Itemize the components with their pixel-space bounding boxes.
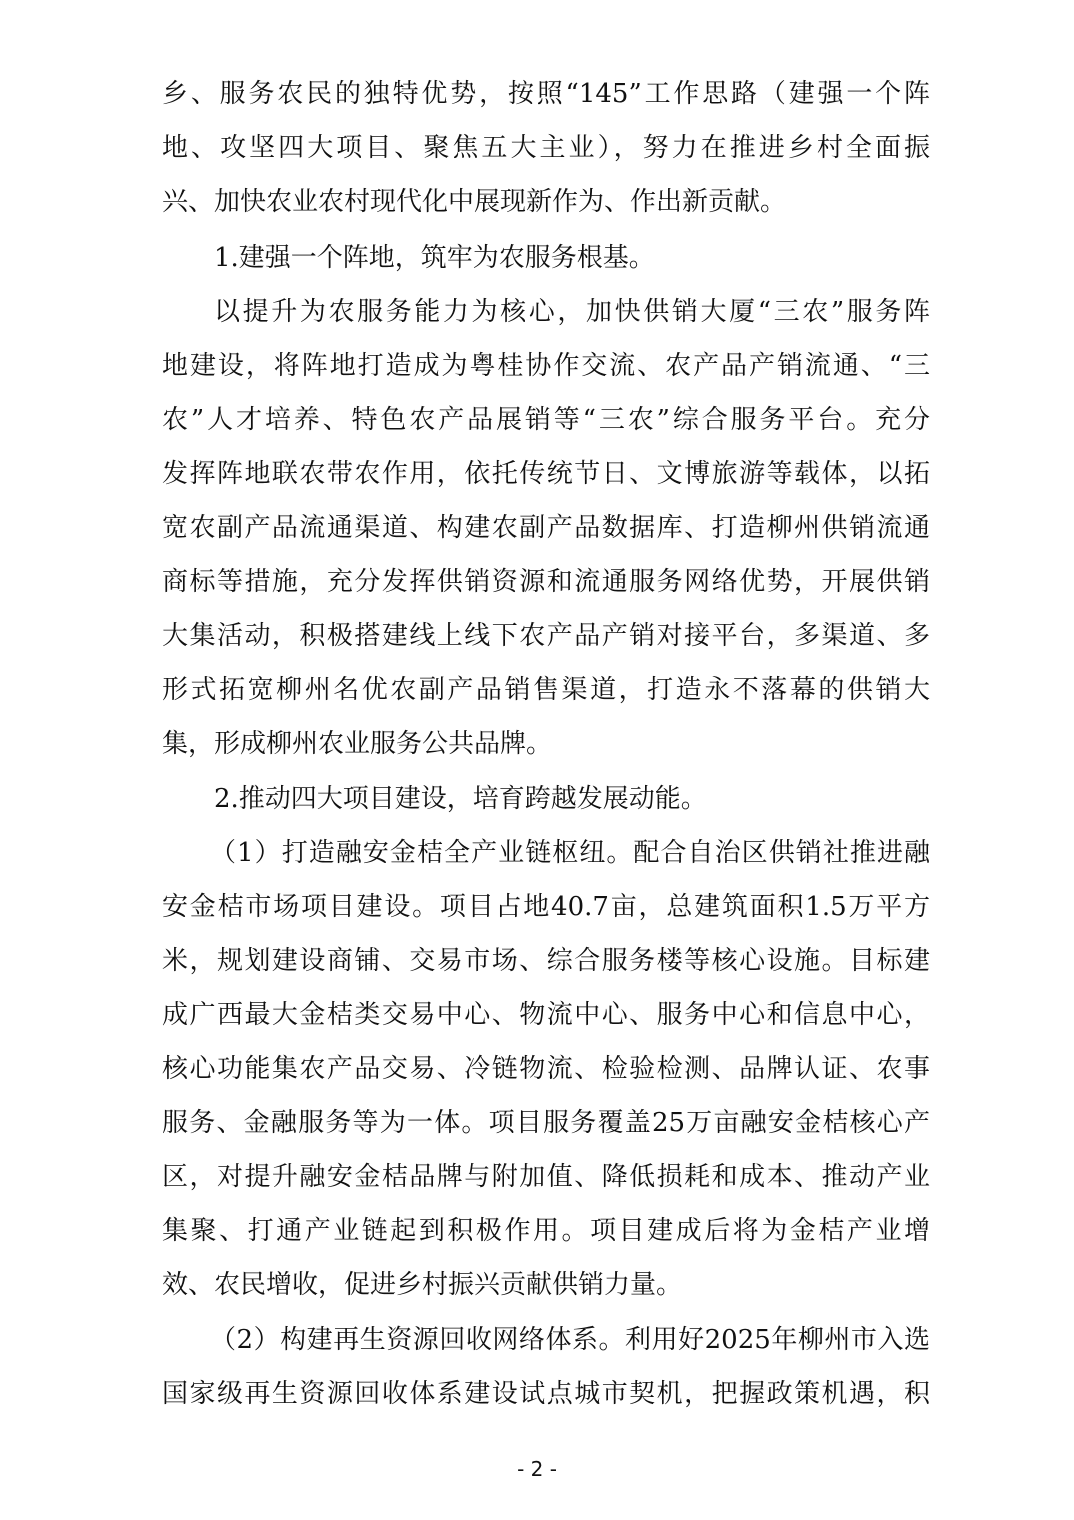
text-line-5: 以提升为农服务能力为核心，加快供销大厦“三农”服务阵 bbox=[214, 297, 930, 327]
text-line-19: 核心功能集农产品交易、冷链物流、检验检测、品牌认证、农事 bbox=[162, 1054, 930, 1084]
text-line-25: 国家级再生资源回收体系建设试点城市契机，把握政策机遇，积 bbox=[162, 1379, 930, 1409]
text-line-7: 农”人才培养、特色农产品展销等“三农”综合服务平台。充分 bbox=[162, 405, 930, 435]
text-line-20: 服务、金融服务等为一体。项目服务覆盖25万亩融安金桔核心产 bbox=[162, 1108, 930, 1138]
section-heading-2: 2.推动四大项目建设，培育跨越发展动能。 bbox=[214, 784, 707, 814]
text-line-10: 商标等措施，充分发挥供销资源和流通服务网络优势，开展供销 bbox=[162, 567, 930, 597]
text-line-2: 地、攻坚四大项目、聚焦五大主业），努力在推进乡村全面振 bbox=[162, 133, 930, 163]
text-line-9: 宽农副产品流通渠道、构建农副产品数据库、打造柳州供销流通 bbox=[162, 513, 930, 543]
section-heading-1: 1.建强一个阵地，筑牢为农服务根基。 bbox=[214, 243, 655, 273]
text-line-17: 米，规划建设商铺、交易市场、综合服务楼等核心设施。目标建 bbox=[162, 946, 930, 976]
text-line-15: （1）打造融安金桔全产业链枢纽。配合自治区供销社推进融 bbox=[210, 838, 930, 868]
text-line-3: 兴、加快农业农村现代化中展现新作为、作出新贡献。 bbox=[162, 187, 787, 217]
text-line-1: 乡、服务农民的独特优势，按照“145”工作思路（建强一个阵 bbox=[162, 79, 930, 109]
text-line-21: 区，对提升融安金桔品牌与附加值、降低损耗和成本、推动产业 bbox=[162, 1162, 930, 1192]
text-line-6: 地建设，将阵地打造成为粤桂协作交流、农产品产销流通、“三 bbox=[162, 351, 930, 381]
text-line-12: 形式拓宽柳州名优农副产品销售渠道，打造永不落幕的供销大 bbox=[162, 675, 930, 705]
text-line-18: 成广西最大金桔类交易中心、物流中心、服务中心和信息中心， bbox=[162, 1000, 930, 1030]
text-line-22: 集聚、打通产业链起到积极作用。项目建成后将为金桔产业增 bbox=[162, 1216, 930, 1246]
text-line-24: （2）构建再生资源回收网络体系。利用好2025年柳州市入选 bbox=[210, 1325, 930, 1355]
page-number: - 2 - bbox=[517, 1457, 557, 1481]
text-line-16: 安金桔市场项目建设。项目占地40.7亩，总建筑面积1.5万平方 bbox=[162, 892, 930, 922]
text-line-8: 发挥阵地联农带农作用，依托传统节日、文博旅游等载体，以拓 bbox=[162, 459, 930, 489]
text-line-23: 效、农民增收，促进乡村振兴贡献供销力量。 bbox=[162, 1270, 683, 1300]
text-line-11: 大集活动，积极搭建线上线下农产品产销对接平台，多渠道、多 bbox=[162, 621, 930, 651]
text-line-13: 集，形成柳州农业服务公共品牌。 bbox=[162, 729, 553, 759]
